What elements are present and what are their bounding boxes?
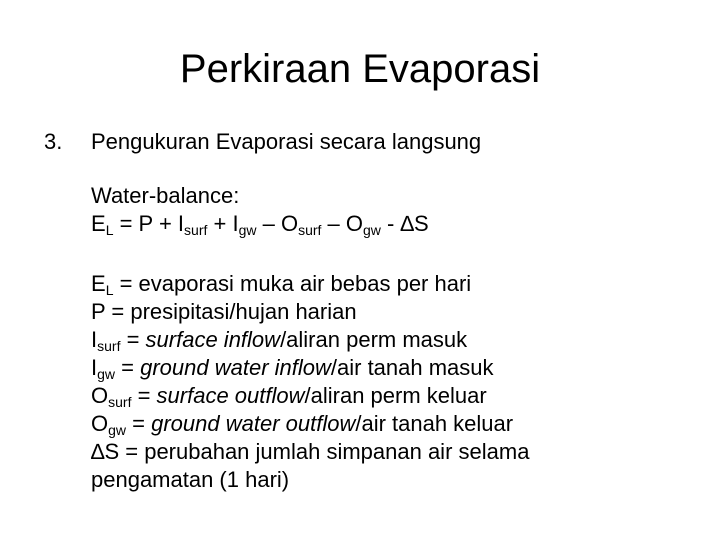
definitions-block bbox=[91, 270, 611, 494]
eq-isurf: I bbox=[177, 211, 185, 236]
def-osurf-eq: = bbox=[131, 383, 157, 408]
def-igw-symbol: I bbox=[91, 355, 98, 380]
slide-title: Perkiraan Evaporasi bbox=[179, 47, 541, 91]
def-isurf-symbol: I bbox=[91, 327, 98, 352]
def-igw-italic: ground water inflow bbox=[140, 355, 331, 380]
def-osurf-symbol: O bbox=[91, 383, 109, 408]
eq-osurf: O bbox=[280, 211, 299, 236]
def-ogw bbox=[91, 410, 611, 438]
eq-isurf-sub: surf bbox=[184, 222, 208, 238]
def-isurf-rest: /aliran perm masuk bbox=[280, 327, 468, 352]
def-ogw-symbol: O bbox=[91, 411, 109, 436]
def-ogw-eq: = bbox=[126, 411, 152, 436]
def-el bbox=[91, 270, 611, 298]
def-osurf-italic: surface outflow bbox=[156, 383, 305, 408]
def-igw bbox=[91, 354, 611, 382]
def-osurf-sub: surf bbox=[108, 394, 132, 410]
water-balance-equation bbox=[91, 210, 429, 238]
def-el-sub: L bbox=[105, 282, 114, 298]
eq-ogw: O bbox=[345, 211, 364, 236]
def-isurf-eq: = bbox=[120, 327, 146, 352]
eq-plus: + bbox=[207, 211, 233, 236]
def-isurf-sub: surf bbox=[97, 338, 121, 354]
def-igw-sub: gw bbox=[97, 366, 116, 382]
def-delta-s: ∆S = perubahan jumlah simpanan air selama pengamatan (1 hari) bbox=[91, 439, 530, 492]
eq-igw: I bbox=[232, 211, 239, 236]
eq-minus-2: – bbox=[321, 211, 346, 236]
def-igw-eq: = bbox=[115, 355, 141, 380]
item-heading: Pengukuran Evaporasi secara langsung bbox=[91, 129, 482, 154]
def-isurf bbox=[91, 326, 611, 354]
eq-minus-1: – bbox=[256, 211, 281, 236]
eq-osurf-sub: surf bbox=[298, 222, 322, 238]
def-el-text: = evaporasi muka air bebas per hari bbox=[113, 271, 472, 296]
eq-el-sub: L bbox=[105, 222, 114, 238]
water-balance-label: Water-balance: bbox=[91, 183, 240, 208]
def-p: P = presipitasi/hujan harian bbox=[91, 299, 357, 324]
eq-igw-sub: gw bbox=[238, 222, 257, 238]
eq-delta-s: ∆S bbox=[400, 211, 429, 236]
def-isurf-italic: surface inflow bbox=[145, 327, 281, 352]
eq-equals: = P + bbox=[113, 211, 178, 236]
water-balance-block bbox=[91, 182, 429, 238]
def-osurf bbox=[91, 382, 611, 410]
def-osurf-rest: /aliran perm keluar bbox=[304, 383, 487, 408]
def-ogw-rest: /air tanah keluar bbox=[355, 411, 514, 436]
def-igw-rest: /air tanah masuk bbox=[330, 355, 494, 380]
eq-minus-3: - bbox=[380, 211, 401, 236]
def-ogw-italic: ground water outflow bbox=[151, 411, 356, 436]
item-number: 3. bbox=[44, 129, 63, 154]
eq-el: E bbox=[91, 211, 106, 236]
def-ogw-sub: gw bbox=[108, 422, 127, 438]
def-el-symbol: E bbox=[91, 271, 106, 296]
eq-ogw-sub: gw bbox=[363, 222, 381, 238]
